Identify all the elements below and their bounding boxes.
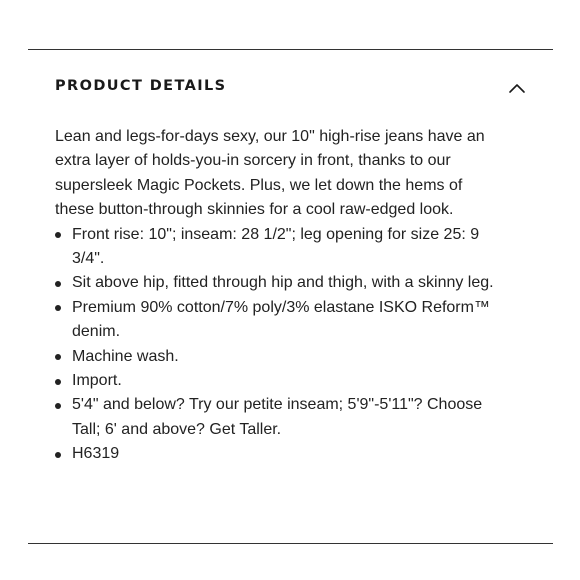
chevron-up-icon — [506, 78, 528, 98]
list-item: Import. — [72, 369, 505, 393]
list-item: 5'4" and below? Try our petite inseam; 5'9"-5'11"? Choose Tall; 6' and above? Get Taller. — [72, 393, 505, 442]
product-details-header[interactable] — [28, 50, 553, 126]
collapse-toggle-button[interactable] — [506, 78, 528, 98]
list-item: Machine wash. — [72, 345, 505, 369]
bottom-divider — [28, 543, 553, 544]
product-description: Lean and legs-for-days sexy, our 10" high-rise jeans have an extra layer of holds-you-in sorcery in front, thanks to our supersleek Magic Pockets. Plus, we let down the hems of these button-through skinnies for a cool raw-edged look. — [55, 128, 485, 219]
product-details-content — [55, 125, 505, 467]
section-title: PRODUCT DETAILS — [55, 78, 227, 94]
list-item: H6319 — [72, 442, 505, 466]
list-item: Sit above hip, fitted through hip and thigh, with a skinny leg. — [72, 271, 505, 295]
list-item: Front rise: 10"; inseam: 28 1/2"; leg opening for size 25: 9 3/4". — [72, 223, 505, 272]
list-item: Premium 90% cotton/7% poly/3% elastane ISKO Reform™ denim. — [72, 296, 505, 345]
details-list — [55, 223, 505, 467]
